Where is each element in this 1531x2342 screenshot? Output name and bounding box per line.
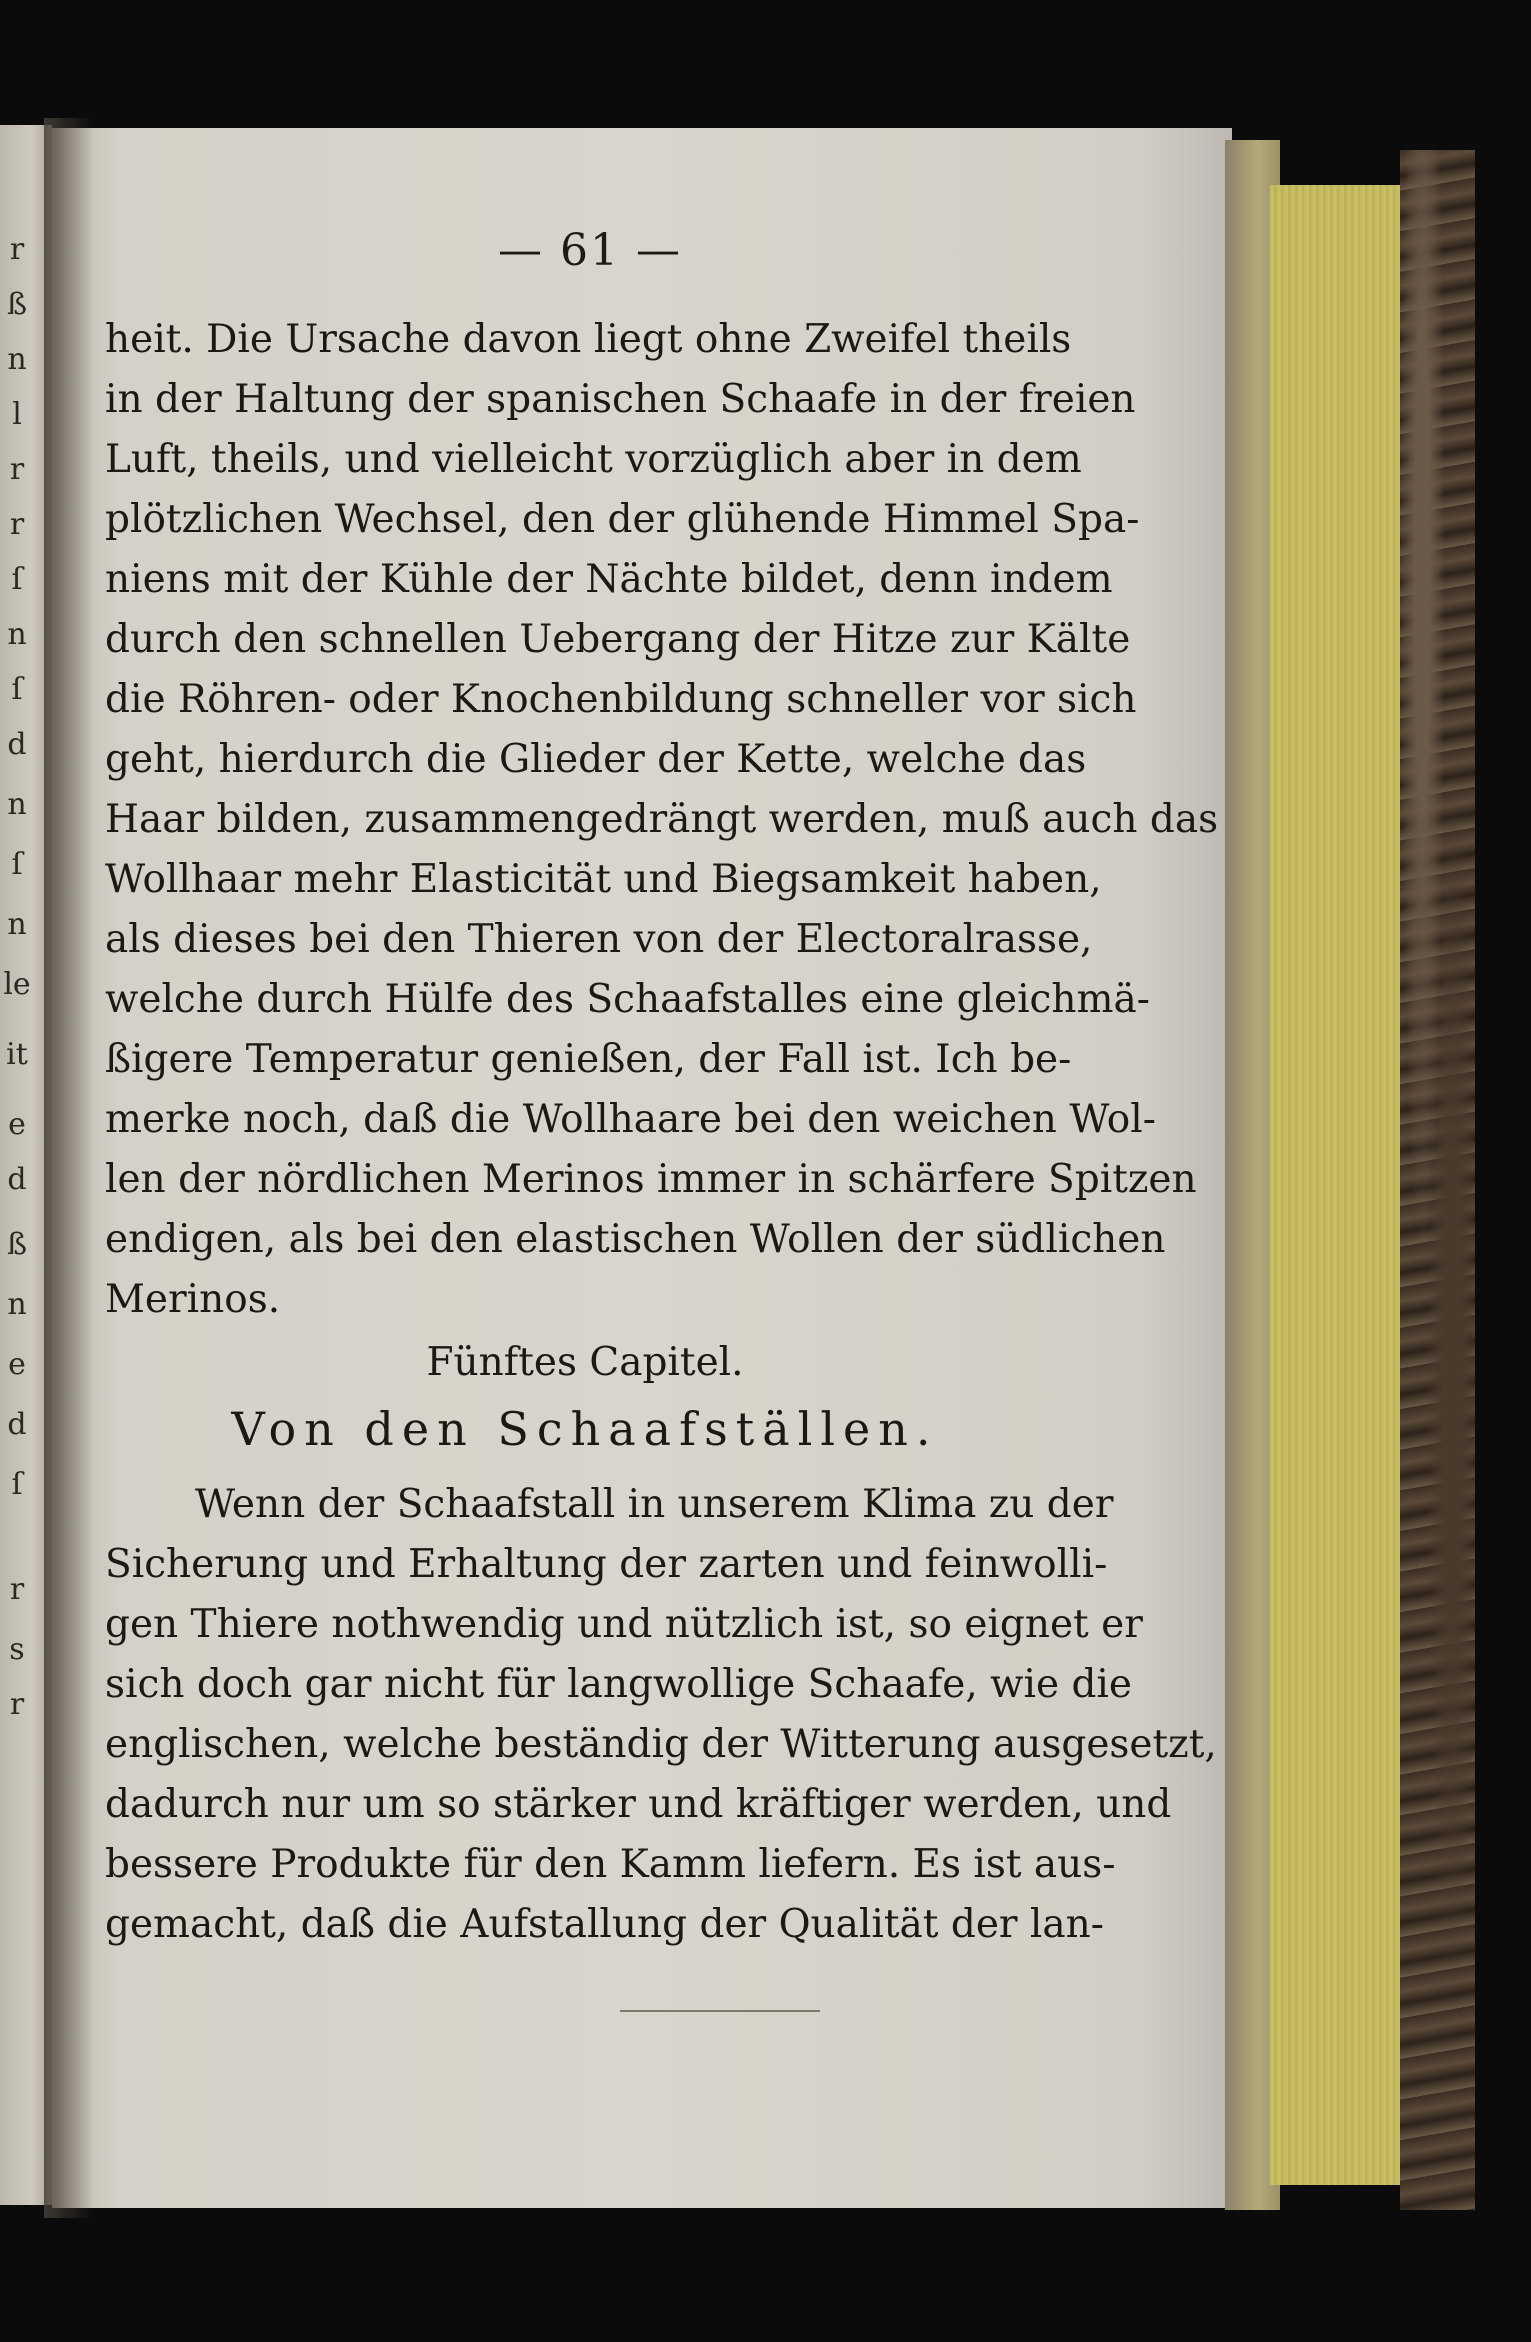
text-line: ßigere Temperatur genießen, der Fall ist. Ich be-: [105, 1037, 1072, 1082]
text-line: welche durch Hülfe des Schaafstalles eine gleichmä-: [105, 977, 1150, 1022]
left-page-fragment: l: [12, 397, 22, 432]
left-page-fragment: e: [8, 1107, 26, 1142]
left-page-fragment: ſ: [11, 1467, 23, 1502]
chapter-title: Von den Schaafställen.: [231, 1402, 939, 1456]
page-number: — 61 —: [498, 225, 682, 276]
left-page-fragment: ſ: [11, 672, 23, 707]
text-line: Wollhaar mehr Elasticität und Biegsamkeit haben,: [105, 857, 1102, 902]
left-page-fragment: e: [8, 1347, 26, 1382]
text-line: dadurch nur um so stärker und kräftiger werden, und: [105, 1782, 1172, 1827]
left-page-fragment: n: [7, 907, 27, 942]
footer-rule: [620, 2010, 820, 2012]
paragraph-1: [105, 310, 1219, 1330]
left-page-fragment: ß: [6, 287, 28, 322]
left-page-fragment: le: [3, 967, 31, 1002]
text-line: englischen, welche beständig der Witterung ausgesetzt,: [105, 1722, 1217, 1767]
chapter-number: Fünftes Capitel.: [426, 1340, 744, 1385]
text-line: endigen, als bei den elastischen Wollen der südlichen: [105, 1217, 1166, 1262]
left-page-fragment: r: [9, 232, 25, 267]
text-line: niens mit der Kühle der Nächte bildet, denn indem: [105, 557, 1113, 602]
paragraph-2: [105, 1475, 1217, 1955]
text-line: heit. Die Ursache davon liegt ohne Zweifel theils: [105, 317, 1072, 362]
text-line: als dieses bei den Thieren von der Electoralrasse,: [105, 917, 1093, 962]
text-line: in der Haltung der spanischen Schaafe in der freien: [105, 377, 1136, 422]
text-line: geht, hierdurch die Glieder der Kette, welche das: [105, 737, 1087, 782]
text-line: die Röhren- oder Knochenbildung schneller vor sich: [105, 677, 1137, 722]
text-line: plötzlichen Wechsel, den der glühende Himmel Spa-: [105, 497, 1140, 542]
text-line: bessere Produkte für den Kamm liefern. Es ist aus-: [105, 1842, 1116, 1887]
left-page-fragment: ß: [6, 1227, 28, 1262]
left-page-fragment: s: [9, 1632, 25, 1667]
left-page-fragment: ſ: [11, 847, 23, 882]
left-page-fragment: d: [7, 1162, 27, 1197]
left-page-fragment: ſ: [11, 562, 23, 597]
left-page-fragment: d: [7, 1407, 27, 1442]
left-page-fragment: it: [6, 1037, 28, 1072]
text-line: Merinos.: [105, 1277, 281, 1322]
text-line: sich doch gar nicht für langwollige Schaafe, wie die: [105, 1662, 1132, 1707]
text-line: Wenn der Schaafstall in unserem Klima zu der: [195, 1482, 1114, 1527]
left-page-fragment: r: [9, 452, 25, 487]
text-line: gemacht, daß die Aufstallung der Qualität der lan-: [105, 1902, 1104, 1947]
text-line: durch den schnellen Uebergang der Hitze zur Kälte: [105, 617, 1131, 662]
gutter-shadow: [44, 118, 94, 2218]
text-line: len der nördlichen Merinos immer in schärfere Spitzen: [105, 1157, 1197, 1202]
left-page-fragment: r: [9, 1572, 25, 1607]
text-line: merke noch, daß die Wollhaare bei den weichen Wol-: [105, 1097, 1156, 1142]
left-page-fragment: r: [9, 507, 25, 542]
left-page-fragment: n: [7, 617, 27, 652]
left-page-fragment: n: [7, 787, 27, 822]
text-line: Sicherung und Erhaltung der zarten und feinwolli-: [105, 1542, 1108, 1587]
text-line: gen Thiere nothwendig und nützlich ist, so eignet er: [105, 1602, 1143, 1647]
text-line: Luft, theils, und vielleicht vorzüglich aber in dem: [105, 437, 1082, 482]
text-line: Haar bilden, zusammengedrängt werden, muß auch das: [105, 797, 1219, 842]
left-page-fragment: n: [7, 1287, 27, 1322]
left-page-fragment: r: [9, 1687, 25, 1722]
left-page-fragment: n: [7, 342, 27, 377]
left-page-fragment: d: [7, 727, 27, 762]
marbled-cover: [1400, 150, 1475, 2210]
